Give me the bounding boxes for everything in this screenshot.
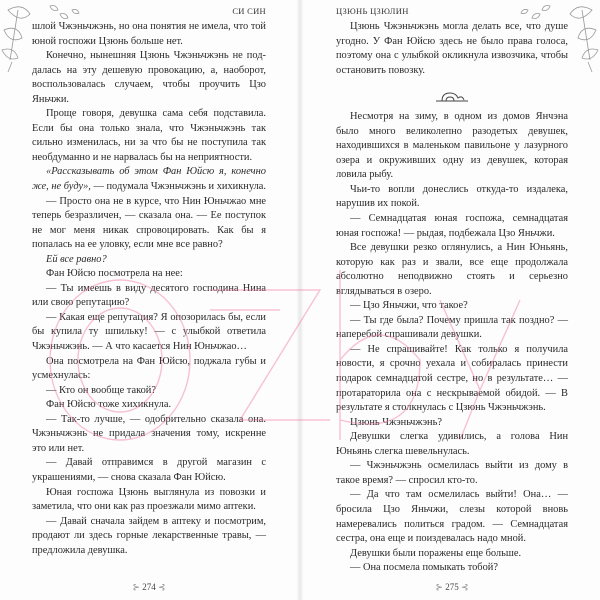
paragraph — [32, 515, 266, 559]
paragraph: Несмотря на зиму, в одном из домов Янчэна было много великолепно разодетых девушек, находившихся в маленьком павильоне у лазурного озера и окруживших одну из девушек, которая ловила рыбу. — [336, 111, 568, 181]
paragraph: Все девушки резко оглянулись, а Нин Юньянь, которую как раз и звали, все еще продолжала абсолютно неподвижно стоять и серьезно вглядываться в озеро. — [336, 242, 568, 297]
paragraph: — Да что там осмелилась выйти! Она… — бросила Цзо Яньчжи, слезы которой вновь намеревались политься градом. — Семнадцатая сестра, она еще и поиздевалась надо мной. — [336, 489, 568, 545]
paragraph-text: — Кто он вообще такой? — [46, 384, 156, 396]
running-head: СИ СИН — [232, 6, 266, 16]
right-page-section-2 — [336, 110, 568, 576]
paragraph — [32, 398, 266, 413]
paragraph: — Цзо Яньчжи, что такое? — [350, 300, 468, 312]
paragraph: — Она посмела помыкать тобой? — [350, 562, 498, 574]
book-gutter — [296, 0, 304, 600]
right-page-section-1 — [336, 20, 568, 78]
paragraph — [32, 195, 266, 253]
right-page — [300, 0, 600, 600]
page-number: ⊱ 274 ⊰ — [132, 581, 166, 592]
paragraph: Цзюнь Чжэньчжэнь? — [350, 416, 442, 428]
paragraph: Девушки были поражены еще больше. — [350, 547, 522, 559]
left-page-text — [32, 20, 266, 558]
paragraph — [32, 355, 266, 384]
page-number-value: 275 — [445, 581, 459, 592]
paragraph: Цзюнь Чжэньчжэнь могла делать все, что душе угодно. У Фан Юйсю здесь не было права голоса, поэтому она с улыбкой окликнула извозчика, чтобы остановить повозку. — [336, 21, 568, 76]
paragraph: Чьи-то вопли донеслись откуда-то издалека, нарушив их покой. — [336, 183, 568, 210]
paragraph — [32, 282, 266, 311]
paragraph — [32, 20, 266, 49]
paragraph-text: Она посмотрела на Фан Юйсю, поджала губы и усмехнулась: — [32, 355, 266, 382]
paragraph: — Семнадцатая юная госпожа, семнадцатая юная госпожа! — рыдая, подбежала Цзо Яньчжи. — [336, 213, 568, 239]
paragraph: — Не спрашивайте! Как только я получила новости, я срочно уехала и собиралась принести подарок семнадцатой сестре, но в результате… — протараторила она с нескрываемой обидой. — В результате я столкнулась с Цзюнь Чжэньчжэнь. — [336, 343, 568, 414]
cloud-divider-icon — [434, 89, 470, 105]
page-number: ⊱ 275 ⊰ — [435, 581, 469, 592]
paragraph — [32, 267, 266, 282]
paragraph-text: Ей все равно? — [46, 253, 107, 265]
paragraph — [32, 384, 266, 399]
paragraph — [32, 486, 266, 515]
paragraph-text: — Ты имеешь в виду десятого господина Нина или свою репутацию? — [32, 282, 266, 309]
paragraph-text: шлой Чжэньчжэнь, но она понятия не имела, что той юной госпожи Цзюнь больше нет. — [32, 21, 266, 47]
paragraph — [32, 107, 266, 165]
paragraph — [32, 456, 266, 485]
paragraph — [32, 311, 266, 355]
paragraph-text: Фан Юйсю тоже хихикнула. — [46, 399, 172, 411]
paragraph-text: — Давай отправимся в другой магазин с украшениями, — снова сказала Фан Юйсю. — [32, 457, 266, 483]
paragraph-text: Конечно, нынешняя Цзюнь Чжэньчжэнь не поддалась на эту дешевую провокацию, а, наоборот, воспользовалась случаем, чтобы проучить Цзо Яньчжи. — [32, 50, 266, 105]
paragraph: — Ты где была? Почему пришла так поздно? — наперебой спрашивали девушки. — [336, 314, 568, 341]
paragraph-text: «Рассказывать об этом Фан Юйсю я, конечно же, не буду», — [32, 166, 266, 193]
section-divider — [336, 84, 568, 110]
paragraph-text: — Так-то лучше, — одобрительно сказала она. Чжэньчжэнь не придала значения тому, искренне это или нет. — [32, 413, 266, 454]
running-head: ЦЗЮНЬ ЦЗЮЛИН — [336, 6, 409, 16]
paragraph — [32, 165, 266, 194]
paragraph: Девушки слегка удивились, а голова Нин Юньянь слегка шевельнулась. — [336, 431, 568, 457]
paragraph-text: — Просто она не в курсе, что Нин Юньчжао мне теперь безразличен, — сказала она. — Ее поступок не мог меня никак спровоцировать. Как бы я попалась на ее уловку, если мне все равно? — [32, 195, 266, 251]
paragraph-text: — Какая еще репутация? Я опозорилась бы, если бы купила ту шпильку! — с улыбкой ответила Чжэньчжэнь. — А что касается Нин Юньчжао… — [32, 311, 266, 353]
paragraph — [32, 413, 266, 457]
paragraph-text: Проще говоря, девушка сама себя подставила. Если бы она только знала, что Чжэньчжэнь так сильно изменилась, ни за что бы не поступила так необдуманно и не нарвалась бы на неприятности. — [32, 108, 266, 163]
page-number-value: 274 — [142, 581, 156, 592]
paragraph-text: Фан Юйсю посмотрела на нее: — [46, 268, 183, 280]
paragraph-text: — Давай сначала зайдем в аптеку и посмотрим, продают ли здесь горные лекарственные травы, — предложила девушка. — [32, 515, 266, 556]
paragraph: — Чжэньчжэнь осмелилась выйти из дому в такое время? — спросил кто-то. — [336, 460, 568, 486]
paragraph-tail: — подумала Чжэньчжэнь и хихикнула. — [90, 181, 266, 193]
paragraph-text: Юная госпожа Цзюнь выглянула из повозки и заметила, что они как раз проезжали мимо аптеки. — [32, 486, 266, 513]
paragraph — [32, 49, 266, 107]
paragraph — [32, 253, 266, 268]
